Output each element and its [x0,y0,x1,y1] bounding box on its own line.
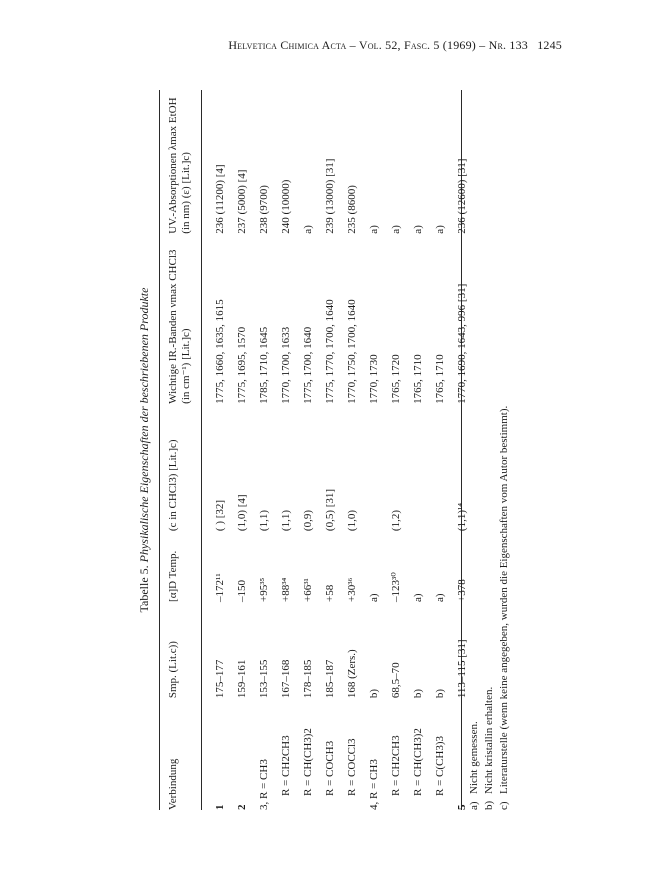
cell-compound: R = CH2CH3 [280,735,292,796]
cell-conc: (0,9) [302,510,314,532]
cell-ir: 1770, 1690, 1643, 996 [31] [456,283,468,404]
col-header-rotation: [α]D Temp. [167,550,179,602]
cell-conc: (1,1) [258,510,270,532]
cell-compound: 3, R = CH3 [258,759,270,810]
cell-conc: (1,2) [390,510,402,532]
cell-ir: 1765, 1710 [412,354,424,404]
cell-conc: ( ) [32] [214,499,226,532]
cell-mp: b) [368,689,380,699]
footnote-text: Literaturstelle (wenn keine angegeben, wurden die Eigenschaften vom Autor bestimmt). [498,405,510,794]
cell-uv: 238 (9700) [258,185,270,234]
table-row [429,90,451,810]
table-row [385,90,407,810]
cell-mp: 113–115 [31] [456,639,468,699]
cell-rotation: +30³⁶ [346,577,358,602]
cell-compound: R = CH(CH3)2 [412,728,424,796]
cell-rotation: –123³⁰ [390,572,402,602]
caption-title: Physikalische Eigenschaften der beschriebenen Produkte [137,287,151,563]
cell-rotation: +95³⁵ [258,577,270,602]
footnote [482,90,497,810]
table-row [319,90,341,810]
cell-conc: (1,0) [346,510,358,532]
cell-rotation: +66³¹ [302,578,314,602]
cell-compound: R = CH2CH3 [390,735,402,796]
footnote-mark: c) [498,801,510,810]
table-header-row [163,90,201,810]
table-row [231,90,253,810]
table-row [275,90,297,810]
cell-mp: 168 (Zers.) [346,649,358,699]
cell-conc: (1,1) [280,510,292,532]
col-header-ir: Wichtige IR.-Banden νmax CHCl3 (in cm⁻¹) [Lit.]c) [167,249,192,404]
cell-conc [407,404,429,531]
cell-ir: 1775, 1695, 1570 [236,326,248,404]
cell-rotation: +58 [324,584,336,602]
cell-ir: 1775, 1700, 1640 [302,326,314,404]
cell-conc: (1,0) [4] [236,494,248,532]
cell-mp: 167–168 [280,659,292,699]
table-row [253,90,275,810]
footnote [497,90,512,810]
cell-compound: 2 [236,804,248,810]
rotated-table-block [137,90,577,810]
col-header-uv: UV.-Absorptionen λmax EtOH (in nm) (ε) [Lit.]c) [167,97,192,234]
cell-rotation: a) [412,593,424,602]
cell-mp: b) [412,689,424,699]
col-header-mp: Smp. (Lit.c)) [167,641,179,699]
cell-rotation: +88³⁴ [280,577,292,602]
cell-conc: (0,5) [31] [324,488,336,532]
cell-uv: a) [412,225,424,234]
table-footnotes [467,90,512,810]
col-header-compound: Verbindung [167,758,179,810]
footnote-text: Nicht gemessen. [468,721,480,794]
cell-compound: R = COCH3 [324,740,336,796]
cell-uv: a) [434,225,446,234]
cell-mp: 175–177 [214,659,226,699]
cell-ir: 1765, 1720 [390,354,402,404]
cell-mp: 159–161 [236,659,248,699]
cell-mp: 68,5–70 [390,662,402,699]
col-header-conc: (c in CHCl3) [Lit.]c) [167,439,179,532]
page-number: 1245 [537,38,562,52]
cell-rotation: a) [434,593,446,602]
footnote-mark: a) [468,801,480,810]
cell-compound: 4, R = CH3 [368,759,380,810]
cell-ir: 1770, 1730 [368,354,380,404]
cell-ir: 1775, 1770, 1700, 1640 [324,299,336,404]
cell-compound: 5 [456,804,468,810]
cell-compound: R = CH(CH3)2 [302,728,314,796]
cell-conc [429,404,451,531]
cell-mp: 185–187 [324,659,336,699]
top-rule [159,90,160,810]
cell-mp: b) [434,689,446,699]
cell-uv: 240 (10000) [280,179,292,234]
cell-ir: 1765, 1710 [434,354,446,404]
table-row [407,90,429,810]
cell-compound: 1 [214,804,226,810]
cell-ir: 1770, 1750, 1700, 1640 [346,299,358,404]
cell-uv: 239 (13000) [31] [324,158,336,234]
journal-title: Helvetica Chimica Acta – Vol. 52, Fasc. 5 (1969) – Nr. 133 [228,38,528,52]
cell-uv: a) [368,225,380,234]
cell-uv: 236 (11200) [4] [214,164,226,234]
cell-ir: 1775, 1660, 1635, 1615 [214,299,226,404]
table-row [201,90,231,810]
footnote-mark: b) [483,800,495,810]
cell-rotation: a) [368,593,380,602]
cell-rotation: +378 [456,579,468,602]
cell-mp: 153–155 [258,659,270,699]
footnote-text: Nicht kristallin erhalten. [483,686,495,794]
cell-ir: 1770, 1700, 1633 [280,326,292,404]
cell-uv: a) [302,225,314,234]
cell-uv: 237 (5000) [4] [236,169,248,234]
properties-table [163,90,473,810]
table-row [341,90,363,810]
caption-prefix: Tabelle 5. [137,565,151,613]
cell-compound: R = COCCl3 [346,738,358,796]
running-header [0,38,648,58]
cell-uv: a) [390,225,402,234]
cell-conc: (1,1)¹⁴ [456,502,468,532]
cell-rotation: –150 [236,579,248,602]
table-caption [137,90,152,810]
table-row [363,90,385,810]
cell-uv: 235 (8600) [346,185,358,234]
table-row [297,90,319,810]
cell-ir: 1785, 1710, 1645 [258,326,270,404]
footnote [467,90,482,810]
cell-conc [363,404,385,531]
cell-mp: 178–185 [302,659,314,699]
cell-compound: R = C(CH3)3 [434,736,446,796]
cell-rotation: –172¹¹ [214,573,226,602]
cell-uv: 236 (12600) [31] [456,158,468,234]
